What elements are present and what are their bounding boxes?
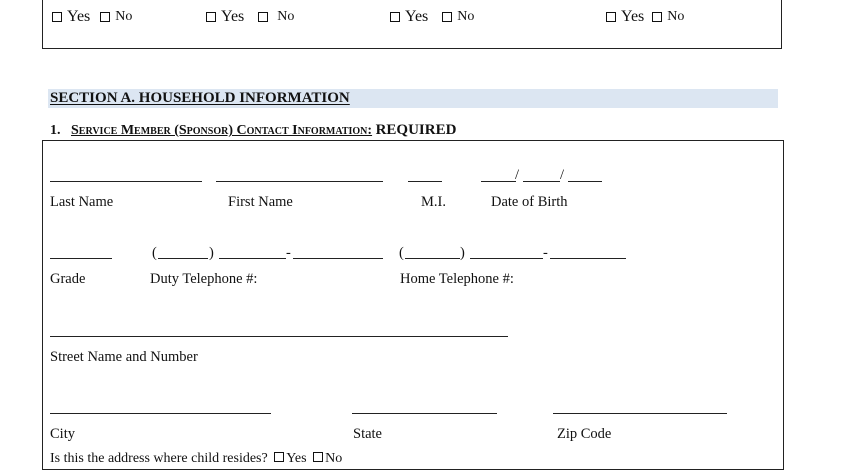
- residence-yes-checkbox[interactable]: [274, 452, 284, 462]
- required-label: REQUIRED: [375, 122, 457, 138]
- checkbox-yes-4[interactable]: [606, 12, 616, 22]
- yes-no-group-4: [606, 8, 684, 26]
- duty-prefix-field[interactable]: [219, 258, 286, 259]
- contact-info-box: [42, 140, 784, 470]
- checkbox-yes-3[interactable]: [390, 12, 400, 22]
- state-label: State: [353, 426, 382, 442]
- section-title: SECTION A. HOUSEHOLD INFORMATION: [50, 90, 350, 106]
- home-line-field[interactable]: [550, 258, 626, 259]
- yes-no-group-1: [52, 8, 132, 26]
- home-phone-label: Home Telephone #:: [400, 271, 514, 287]
- duty-phone-label: Duty Telephone #:: [150, 271, 258, 287]
- mi-field[interactable]: [408, 181, 442, 182]
- subsection-number: 1.: [50, 123, 61, 138]
- subsection-heading: Service Member (Sponsor) Contact Information:: [71, 123, 373, 138]
- state-field[interactable]: [352, 413, 497, 414]
- street-label: Street Name and Number: [50, 349, 198, 365]
- last-name-label: Last Name: [50, 194, 114, 210]
- home-paren-close: ): [460, 245, 465, 261]
- residence-no-label: No: [325, 451, 343, 466]
- yes-no-group-2: [206, 8, 294, 26]
- checkbox-no-1[interactable]: [100, 12, 110, 22]
- no-label-3: No: [457, 9, 475, 24]
- checkbox-yes-1[interactable]: [52, 12, 62, 22]
- last-name-field[interactable]: [50, 181, 202, 182]
- residence-no-checkbox[interactable]: [313, 452, 323, 462]
- home-paren-open: (: [399, 245, 404, 261]
- no-label-1: No: [115, 9, 133, 24]
- yes-label-2: Yes: [221, 8, 245, 25]
- grade-field[interactable]: [50, 258, 112, 259]
- first-name-label: First Name: [228, 194, 293, 210]
- home-prefix-field[interactable]: [470, 258, 543, 259]
- checkbox-yes-2[interactable]: [206, 12, 216, 22]
- duty-area-code-field[interactable]: [158, 258, 208, 259]
- checkbox-no-4[interactable]: [652, 12, 662, 22]
- home-dash: -: [543, 245, 548, 261]
- dob-month-field[interactable]: [481, 181, 516, 182]
- residence-question-text: Is this the address where child resides?: [50, 451, 268, 466]
- residence-yes-label: Yes: [286, 451, 307, 466]
- checkbox-no-3[interactable]: [442, 12, 452, 22]
- home-area-code-field[interactable]: [405, 258, 460, 259]
- residence-question: [50, 451, 342, 467]
- zip-field[interactable]: [553, 413, 727, 414]
- checkbox-no-2[interactable]: [258, 12, 268, 22]
- zip-label: Zip Code: [557, 426, 612, 442]
- no-label-2: No: [277, 9, 295, 24]
- street-field[interactable]: [50, 336, 508, 337]
- dob-separator-2: /: [560, 167, 565, 183]
- duty-line-field[interactable]: [293, 258, 383, 259]
- city-label: City: [50, 426, 75, 442]
- yes-no-group-3: [390, 8, 474, 26]
- duty-paren-open: (: [152, 245, 157, 261]
- duty-paren-close: ): [209, 245, 214, 261]
- yes-label-3: Yes: [405, 8, 429, 25]
- dob-day-field[interactable]: [523, 181, 560, 182]
- subsection-title: [50, 122, 456, 139]
- no-label-4: No: [667, 9, 685, 24]
- yes-label-4: Yes: [621, 8, 645, 25]
- first-name-field[interactable]: [216, 181, 383, 182]
- dob-label: Date of Birth: [491, 194, 568, 210]
- city-field[interactable]: [50, 413, 271, 414]
- duty-dash: -: [286, 245, 291, 261]
- yes-label-1: Yes: [67, 8, 91, 25]
- dob-separator-1: /: [515, 167, 520, 183]
- mi-label: M.I.: [421, 194, 446, 210]
- dob-year-field[interactable]: [568, 181, 602, 182]
- grade-label: Grade: [50, 271, 86, 287]
